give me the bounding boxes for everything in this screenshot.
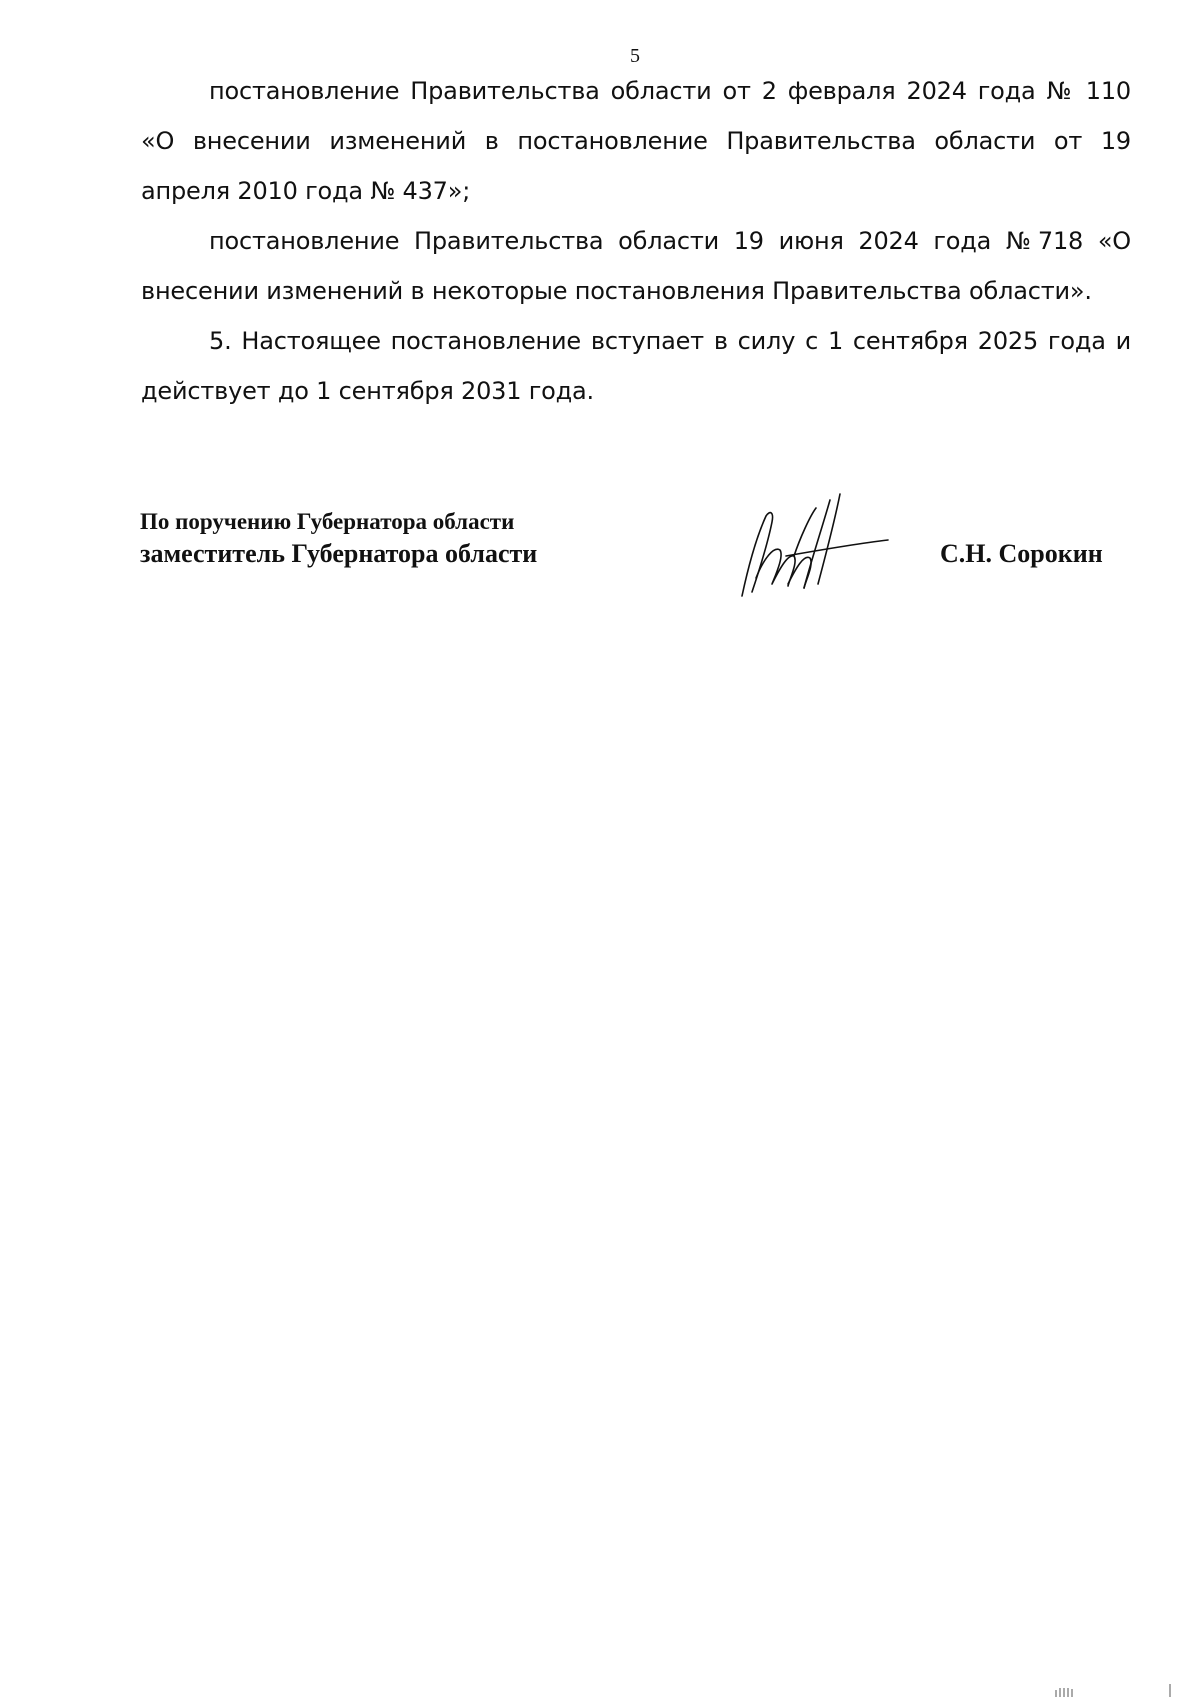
paragraph-effective-date: 5. Настоящее постановление вступает в силу с 1 сентября 2025 года и действует до 1 сентября 2031 года. — [141, 327, 1131, 405]
paragraph-amendment-110: постановление Правительства области от 2 февраля 2024 года № 110 «О внесении изменений в постановление Правительства области от 19 апреля 2010 года № 437»; — [141, 77, 1131, 205]
page-number: 5 — [630, 45, 640, 67]
handwritten-signature — [730, 488, 890, 608]
signature-position: заместитель Губернатора области — [140, 539, 538, 568]
paragraph-amendment-718: постановление Правительства области 19 июня 2024 года №718 «О внесении изменений в некоторые постановления Правительства области». — [141, 227, 1131, 305]
scan-edge-marks — [1054, 1684, 1174, 1697]
signature-on-behalf: По поручению Губернатора области — [140, 509, 515, 534]
document-body — [141, 66, 1131, 416]
signer-name: С.Н. Сорокин — [940, 539, 1103, 568]
